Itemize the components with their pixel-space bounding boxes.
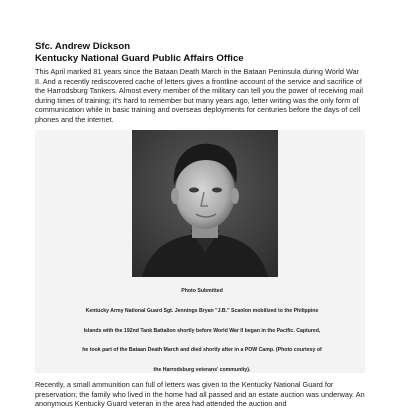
caption-line: the Harrodsburg veterans' community). <box>153 366 251 373</box>
organization-name: Kentucky National Guard Public Affairs Office <box>35 52 244 64</box>
portrait-photo <box>132 130 278 277</box>
outro-paragraph: Recently, a small ammunition can full of letters was given to the Kentucky National Guard for preservation; the family who lived in the home had all passed and an estate auction was underway. An anonymous Kentucky Guard veteran in the area had attended the auction and <box>35 380 365 409</box>
intro-paragraph: This April marked 81 years since the Bataan Death March in the Bataan Peninsula during World War II. And a recently rediscovered cache of letters gives a frontline account of the service and sacrifice of the Harrodsburg Tankers. Almost every member of the military can tell you the power of receiving mail during times of training; it's hard to remember but many years ago, letter writing was the only form of communication while in basic training and overseas deployments for centuries before the days of cell phones and the internet. <box>35 67 363 124</box>
author-name: Sfc. Andrew Dickson <box>35 41 131 52</box>
caption-line: Islands with the 192nd Tank Battalion shortly before World War II began in the Pacific. Captured, <box>83 327 321 334</box>
photo-credit: Photo Submitted <box>181 288 223 294</box>
caption-line: he took part of the Bataan Death March and died shortly after in a POW Camp. (Photo courtesy of <box>82 347 322 353</box>
photo-figure <box>35 130 365 373</box>
photo-caption <box>53 287 351 385</box>
caption-line: Kentucky Army National Guard Sgt. Jennings Bryan "J.B." Scanlon mobilized to the Philippine <box>85 308 319 314</box>
article <box>35 41 365 409</box>
